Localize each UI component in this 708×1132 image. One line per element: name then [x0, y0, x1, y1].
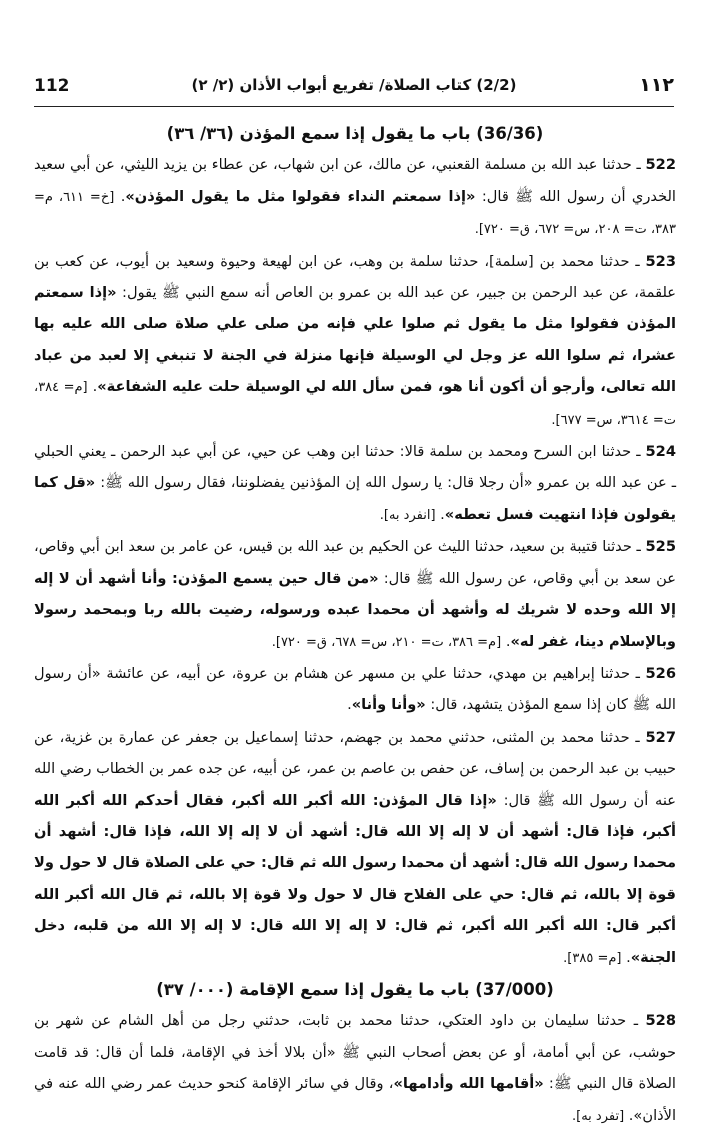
hadith-527	[34, 722, 676, 974]
page-body	[34, 118, 676, 1132]
page-number-latin: 112	[34, 76, 70, 96]
hadith-isnad: ـ حدثنا عبد الله بن مسلمة القعنبي، عن مالك، عن ابن شهاب، عن عطاء بن يزيد الليثي، عن أبي سعيد الخدري أن رسول الله ﷺ قال:	[34, 156, 676, 205]
page-number-arabic: ١١٢	[639, 74, 674, 96]
chapter-heading-37: (37/000) باب ما يقول إذا سمع الإقامة (٠٠٠/ ٣٧)	[156, 979, 554, 999]
hadith-isnad: ـ حدثنا محمد بن المثنى، حدثني محمد بن جهضم، حدثنا إسماعيل بن جعفر عن عمارة بن غزية، عن حبيب بن عبد الرحمن بن إساف، عن حفص بن عاصم بن عمر، عن أبيه، عن جده عمر بن الخطاب رضي الله عنه أن رسول الله ﷺ قال:	[34, 728, 676, 809]
hadith-matn: «قل كما يقولون فإذا انتهيت فسل تعطه»	[34, 474, 676, 523]
hadith-524	[34, 436, 676, 531]
hadith-reference: [م= ٣٨٦، ت= ٢١٠، س= ٦٧٨، ق= ٧٢٠].	[271, 634, 502, 650]
hadith-isnad: ـ حدثنا ابن السرح ومحمد بن سلمة قالا: حدثنا ابن وهب عن حيي، عن أبي عبد الرحمن ـ يعني الحبلي ـ عن عبد الله بن عمرو «أن رجلا قال: يا رسول الله إن المؤذنين يفضلوننا، فقال رسول الله ﷺ:	[34, 443, 676, 492]
hadith-tail: .	[621, 948, 631, 966]
hadith-matn: «إذا سمعتم النداء فقولوا مثل ما يقول المؤذن»	[125, 187, 476, 205]
hadith-matn: «أقامها الله وأدامها»	[393, 1075, 544, 1093]
hadith-isnad: ـ حدثنا إبراهيم بن مهدي، حدثنا علي بن مسهر عن هشام بن عروة، عن أبيه، عن عائشة «أن رسول الله ﷺ كان إذا سمع المؤذن يتشهد، قال:	[34, 664, 676, 714]
hadith-523	[34, 246, 676, 436]
hadith-tail: .	[114, 187, 126, 205]
hadith-tail: ، وقال في سائر الإقامة كنحو حديث عمر رضي الله عنه في الأذان».	[34, 1075, 676, 1124]
hadith-522	[34, 149, 676, 245]
hadith-reference: [م= ٣٨٥].	[563, 950, 622, 966]
hadith-number: 527	[645, 728, 676, 746]
hadith-number: 522	[645, 156, 676, 174]
hadith-525	[34, 531, 676, 658]
hadith-matn: «من قال حين يسمع المؤذن: وأنا أشهد أن لا إله إلا الله وحده لا شريك له وأشهد أن محمدا عبده ورسوله، رضيت بالله ربا وبمحمد رسولا وبالإسلام دينا، غفر له»	[34, 569, 676, 650]
hadith-tail: .	[501, 632, 511, 650]
running-title: (2/2) كتاب الصلاة/ تفريع أبواب الأذان (٢/ ٢)	[191, 76, 517, 94]
hadith-reference: [م= ٣٨٤، ت= ٣٦١٤، س= ٦٧٧].	[34, 380, 676, 428]
hadith-matn: «إذا قال المؤذن: الله أكبر الله أكبر، فقال أحدكم الله أكبر الله أكبر، فإذا قال: أشهد أن لا إله إلا الله قال: أشهد أن لا إله إلا الله، فإذا قال: أشهد أن محمدا رسول الله قال: أشهد أن محمدا رسول الله ثم قال: حي على الصلاة قال لا حول ولا قوة إلا بالله، ثم قال: حي على الفلاح قال لا حول ولا قوة إلا بالله، ثم قال الله أكبر الله أكبر قال: الله أكبر الله أكبر، ثم قال: لا إله إلا الله قال: لا إله إلا الله من قلبه، دخل الجنة»	[34, 791, 676, 966]
hadith-number: 525	[645, 538, 676, 556]
hadith-tail: .	[87, 378, 98, 396]
hadith-isnad: ـ حدثنا سليمان بن داود العتكي، حدثنا محمد بن ثابت، حدثني رجل من أهل الشام عن شهر بن حوشب، عن أبي أمامة، أو عن بعض أصحاب النبي ﷺ «أن بلالا أخذ في الإقامة، فلما أن قال: قد قامت الصلاة قال النبي ﷺ:	[34, 1012, 676, 1093]
hadith-number: 523	[645, 252, 676, 270]
hadith-reference: [تفرد به].	[571, 1108, 625, 1124]
hadith-526	[34, 658, 676, 722]
hadith-number: 528	[645, 1012, 676, 1030]
hadith-reference: [انفرد به].	[379, 507, 436, 523]
hadith-matn: «إذا سمعتم المؤذن فقولوا مثل ما يقول ثم صلوا علي فإنه من صلى علي صلاة صلى الله عليه بها عشرا، ثم سلوا الله عز وجل لي الوسيلة فإنها منزلة في الجنة لا تنبغي إلا لعبد من عباد الله تعالى، وأرجو أن أكون أنا هو، فمن سأل الله لي الوسيلة حلت عليه الشفاعة»	[34, 284, 676, 396]
hadith-isnad: ـ حدثنا محمد بن [سلمة]، حدثنا سلمة بن وهب، عن ابن لهيعة وحيوة وسعيد بن أيوب، عن كعب بن علقمة، عن عبد الرحمن بن جبير، عن عبد الله بن عمرو بن العاص أنه سمع النبي ﷺ يقول:	[34, 252, 676, 302]
hadith-number: 524	[645, 443, 676, 461]
page-header	[34, 70, 674, 107]
hadith-528	[34, 1005, 676, 1132]
hadith-tail: .	[435, 505, 445, 523]
hadith-isnad: ـ حدثنا قتيبة بن سعيد، حدثنا الليث عن الحكيم بن عبد الله بن قيس، عن عامر بن سعد ابن أبي وقاص، عن سعد بن أبي وقاص، عن رسول الله ﷺ قال:	[34, 538, 676, 587]
hadith-matn: «وأنا وأنا»	[351, 696, 426, 714]
chapter-heading-36: (36/36) باب ما يقول إذا سمع المؤذن (٣٦/ ٣٦)	[166, 124, 544, 143]
hadith-tail: .	[347, 696, 352, 714]
hadith-number: 526	[645, 664, 676, 682]
hadith-reference: [خ= ٦١١، م= ٣٨٣، ت= ٢٠٨، س= ٦٧٢، ق= ٧٢٠].	[34, 189, 676, 238]
